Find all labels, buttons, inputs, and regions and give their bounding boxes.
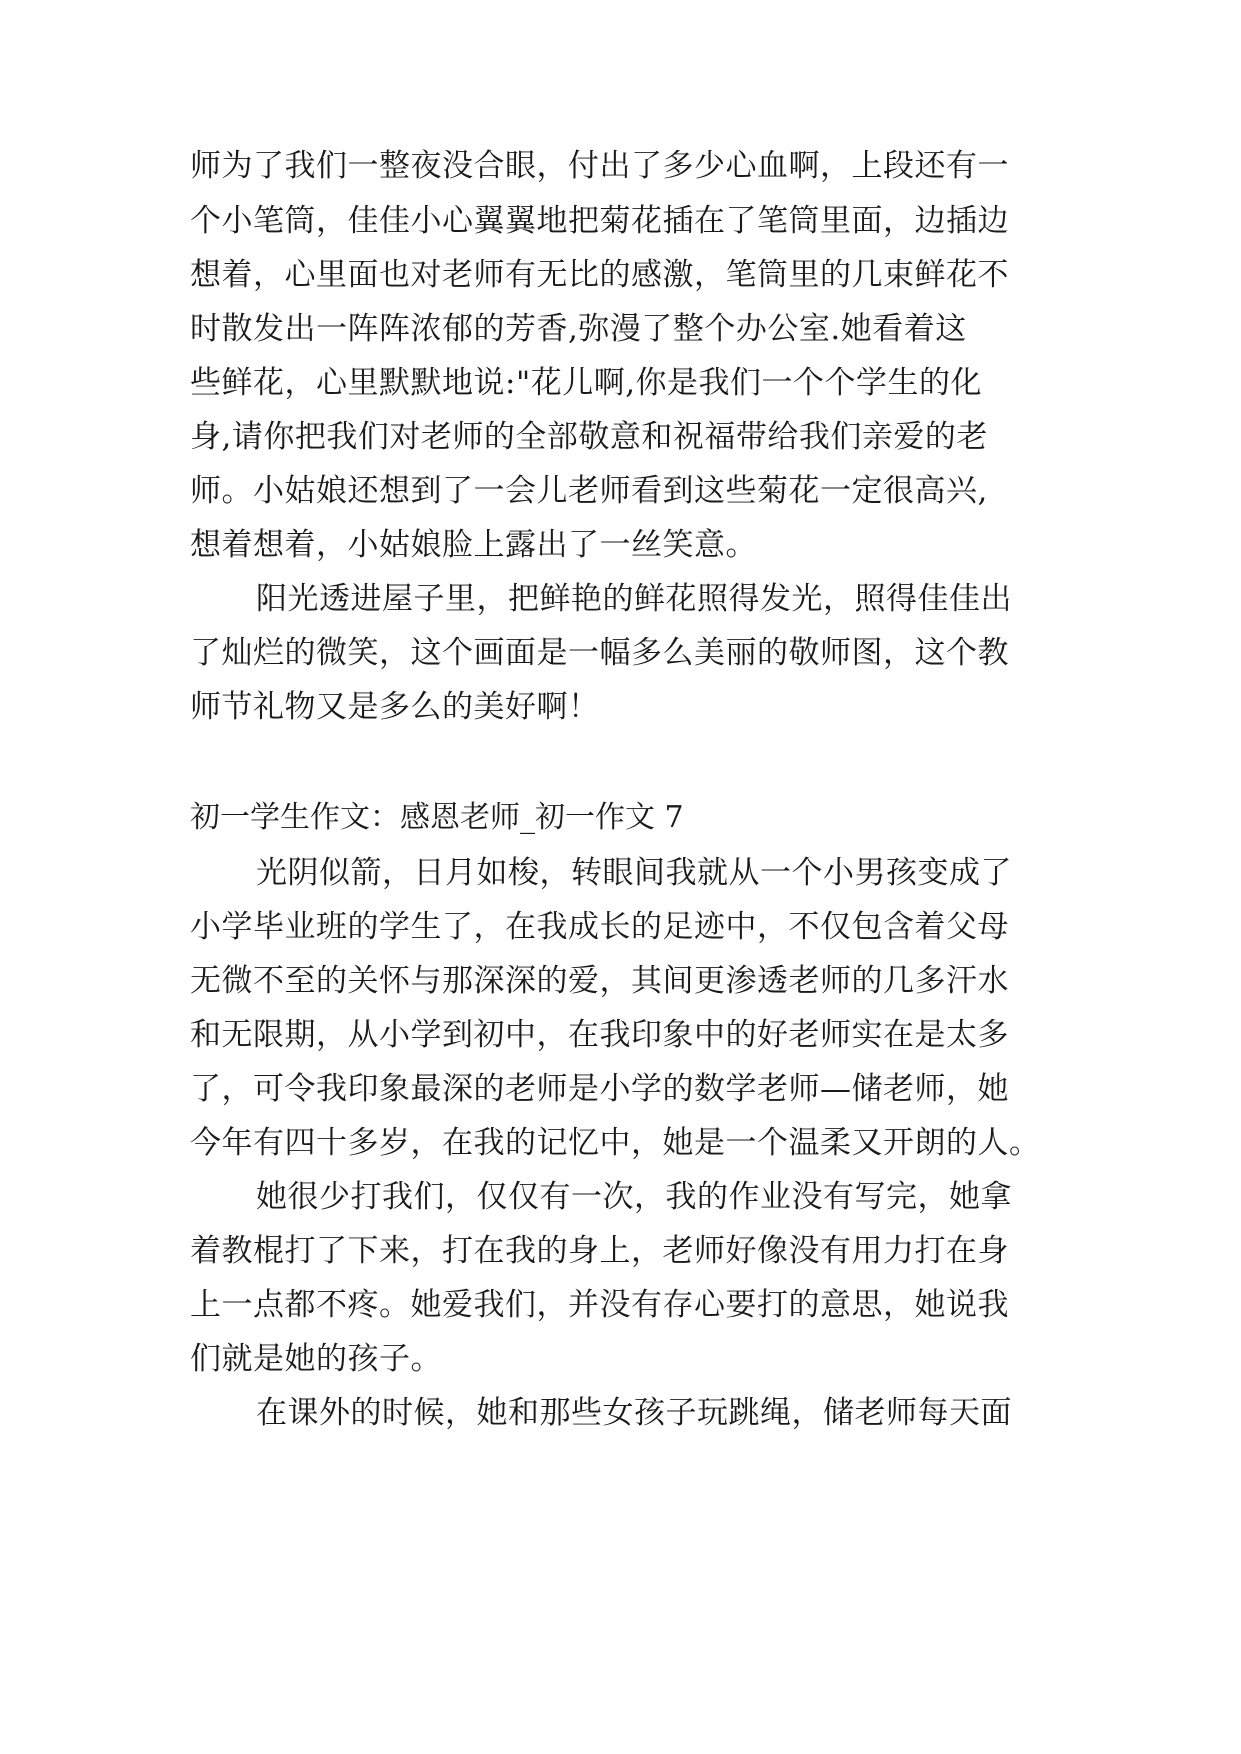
paragraph-line: 上一点都不疼。她爱我们，并没有存心要打的意思，她说我 [190, 1287, 1009, 1323]
paragraph-line: 小学毕业班的学生了，在我成长的足迹中，不仅包含着父母 [190, 909, 1009, 945]
paragraph-line: 些鲜花，心里默默地说:"花儿啊,你是我们一个个学生的化 [190, 365, 983, 401]
section-heading: 初一学生作文：感恩老师_初一作文 7 [190, 800, 684, 835]
paragraph-line: 想着想着，小姑娘脸上露出了一丝笑意。 [190, 527, 757, 563]
paragraph-line: 个小笔筒，佳佳小心翼翼地把菊花插在了笔筒里面，边插边 [190, 203, 1009, 239]
paragraph-line: 身,请你把我们对老师的全部敬意和祝福带给我们亲爱的老 [190, 419, 988, 455]
paragraph-line: 在课外的时候，她和那些女孩子玩跳绳，储老师每天面 [256, 1395, 1012, 1431]
paragraph-line: 师为了我们一整夜没合眼，付出了多少心血啊，上段还有一 [190, 148, 1009, 184]
paragraph-line: 了，可令我印象最深的老师是小学的数学老师—储老师，她 [190, 1071, 1009, 1107]
paragraph-line: 时散发出一阵阵浓郁的芳香,弥漫了整个办公室.她看着这 [190, 311, 967, 347]
paragraph-line: 阳光透进屋子里，把鲜艳的鲜花照得发光，照得佳佳出 [256, 581, 1012, 617]
paragraph-line: 无微不至的关怀与那深深的爱，其间更渗透老师的几多汗水 [190, 963, 1009, 999]
paragraph-line: 她很少打我们，仅仅有一次，我的作业没有写完，她拿 [256, 1179, 1012, 1215]
paragraph-line: 们就是她的孩子。 [190, 1341, 442, 1377]
paragraph-line: 光阴似箭，日月如梭，转眼间我就从一个小男孩变成了 [256, 855, 1012, 891]
paragraph-line: 师。小姑娘还想到了一会儿老师看到这些菊花一定很高兴, [190, 473, 988, 509]
paragraph-line: 着教棍打了下来，打在我的身上，老师好像没有用力打在身 [190, 1233, 1009, 1269]
paragraph-line: 今年有四十多岁，在我的记忆中，她是一个温柔又开朗的人。 [190, 1125, 1041, 1161]
paragraph-line: 和无限期，从小学到初中，在我印象中的好老师实在是太多 [190, 1017, 1009, 1053]
paragraph-line: 了灿烂的微笑，这个画面是一幅多么美丽的敬师图，这个教 [190, 635, 1009, 671]
paragraph-line: 想着，心里面也对老师有无比的感激，笔筒里的几束鲜花不 [190, 257, 1009, 293]
paragraph-line: 师节礼物又是多么的美好啊！ [190, 689, 600, 725]
